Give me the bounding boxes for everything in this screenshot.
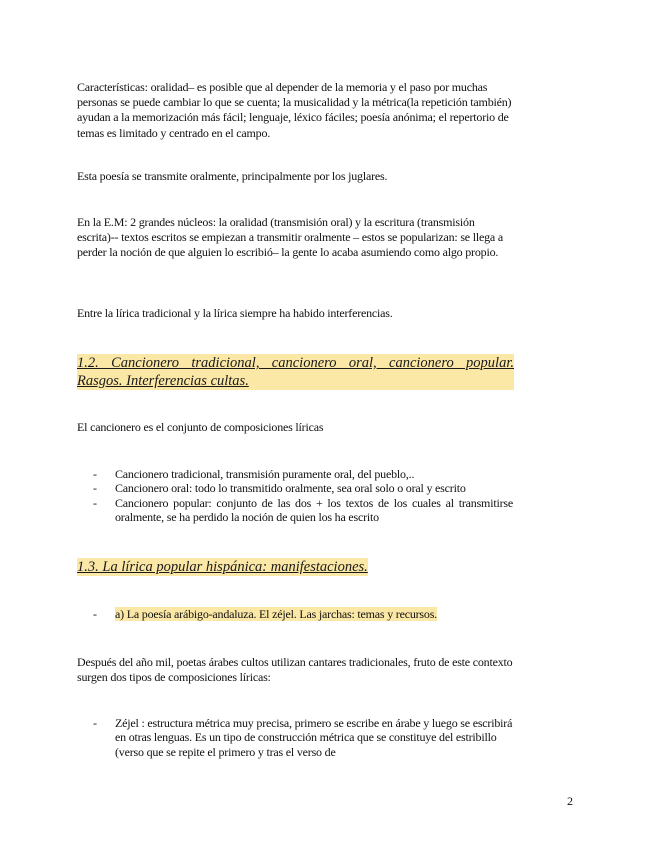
paragraph-cancionero: El cancionero es el conjunto de composiciones líricas	[77, 420, 324, 434]
paragraph-juglares: Esta poesía se transmite oralmente, principalmente por los juglares.	[77, 169, 388, 183]
bullet-dash: -	[93, 481, 97, 496]
page-number: 2	[567, 794, 573, 808]
bullet-dash: -	[93, 495, 97, 510]
list-item-text: Cancionero popular: conjunto de las dos + los textos de los cuales al transmitirse oralmente, se ha perdido la noción de quien los ha escrito	[115, 495, 513, 525]
section-heading-1-2	[77, 354, 514, 390]
paragraph-caracteristicas: Características: oralidad– es posible que al depender de la memoria y el paso por muchas personas se puede cambiar lo que se cuenta; la musicalidad y la métrica(la repetición también) ayudan a la memorización más fácil; lenguaje, léxico fáciles; poesía anónima; el repertorio de temas es limitado y centrado en el campo.	[77, 80, 512, 140]
list-item-text: Cancionero tradicional, transmisión puramente oral, del pueblo,..	[115, 467, 415, 481]
bullet-dash: -	[93, 607, 97, 621]
heading-1-2-line2: Rasgos. Interferencias cultas.	[77, 373, 249, 389]
subsection-a-heading: a) La poesía arábigo-andaluza. El zéjel. Las jarchas: temas y recursos.	[115, 607, 437, 621]
list-item	[93, 467, 513, 481]
paragraph-interferencias: Entre la lírica tradicional y la lírica siempre ha habido interferencias.	[77, 306, 393, 320]
cancionero-list	[93, 467, 513, 525]
list-item	[93, 481, 513, 495]
heading-1-2-line1: 1.2. Cancionero tradicional, cancionero oral, cancionero popular.	[77, 355, 514, 371]
zejel-list	[93, 716, 513, 759]
list-item-text: Zéjel : estructura métrica muy precisa, primero se escribe en árabe y luego se escribirá en otras lenguas. Es un tipo de construcción métrica que se constituye del estribillo (verso que se repite el primero y tras el verso de	[115, 716, 513, 759]
paragraph-ano-mil: Después del año mil, poetas árabes cultos utilizan cantares tradicionales, fruto de este contexto surgen dos tipos de composiciones líricas:	[77, 655, 513, 685]
paragraph-edad-media: En la E.M: 2 grandes núcleos: la oralidad (transmisión oral) y la escritura (transmisión escrita)-- textos escritos se empiezan a transmitir oralmente – estos se popularizan: se llega a perder la noción de que alguien lo escribió– la gente lo acaba asumiendo como algo propio.	[77, 215, 503, 260]
bullet-dash: -	[93, 716, 97, 730]
section-heading-1-3: 1.3. La lírica popular hispánica: manifestaciones.	[77, 559, 368, 575]
subsection-list	[93, 607, 513, 621]
bullet-dash: -	[93, 467, 97, 481]
list-item	[93, 716, 513, 759]
list-item-text: Cancionero oral: todo lo transmitido oralmente, sea oral solo o oral y escrito	[115, 481, 466, 496]
list-item	[93, 607, 513, 621]
list-item	[93, 496, 513, 525]
